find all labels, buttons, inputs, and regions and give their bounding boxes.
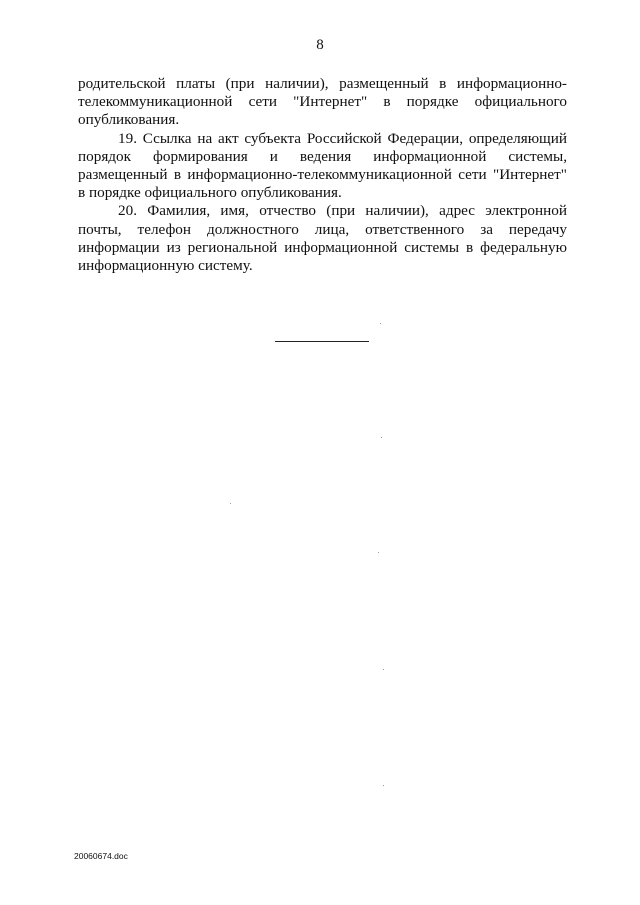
scan-speck — [230, 503, 231, 504]
document-body — [78, 75, 567, 275]
end-of-document-rule — [275, 341, 369, 342]
scan-speck — [378, 552, 379, 553]
paragraph-continuation: родительской платы (при наличии), размещенный в информационно-телекоммуникационной сети "Интернет" в порядке официального опубликования. — [78, 75, 567, 129]
scan-speck — [381, 437, 382, 438]
scan-speck — [380, 323, 381, 324]
scan-speck — [383, 669, 384, 670]
scan-speck — [383, 785, 384, 786]
page-number: 8 — [316, 37, 324, 53]
paragraph-item-20: 20. Фамилия, имя, отчество (при наличии), адрес электронной почты, телефон должностного лица, ответственного за передачу информации из региональной информационной системы в федеральную информационную систему. — [78, 202, 567, 275]
paragraph-item-19: 19. Ссылка на акт субъекта Российской Федерации, определяющий порядок формирования и ведения информационной системы, размещенный в информационно-телекоммуникационной сети "Интернет" в порядке официального опубликования. — [78, 129, 567, 202]
footer-filename: 20060674.doc — [74, 851, 128, 861]
